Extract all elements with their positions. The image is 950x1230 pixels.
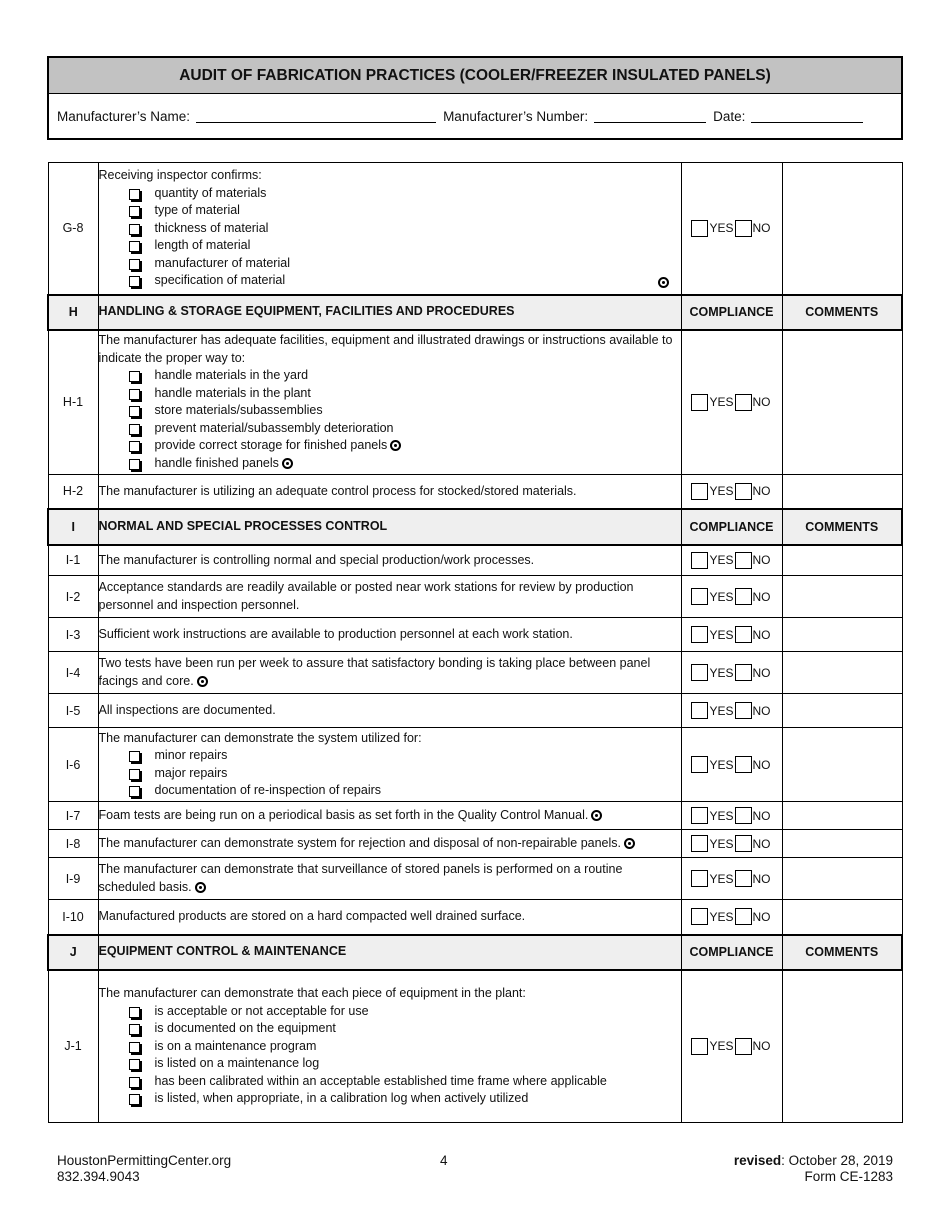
table-row <box>48 652 902 694</box>
yes-checkbox[interactable] <box>691 626 708 643</box>
checkbox[interactable] <box>129 389 140 400</box>
comments-cell[interactable] <box>782 576 902 618</box>
section-title: EQUIPMENT CONTROL & MAINTENANCE <box>98 935 681 970</box>
row-intro: Receiving inspector confirms: <box>98 168 262 182</box>
checklist-item[interactable]: thickness of material <box>99 220 681 238</box>
yes-checkbox[interactable] <box>691 483 708 500</box>
checklist-item[interactable]: prevent material/subassembly deterioration <box>99 420 681 438</box>
row-description: The manufacturer is controlling normal and special production/work processes. <box>98 545 681 576</box>
row-description: Manufactured products are stored on a hard compacted well drained surface. <box>98 900 681 935</box>
compliance-cell: YES NO <box>681 694 782 728</box>
date-field[interactable] <box>751 110 863 123</box>
checkbox[interactable] <box>129 259 140 270</box>
critical-marker-icon <box>390 440 401 451</box>
compliance-cell: YES NO <box>681 475 782 509</box>
checklist-item[interactable]: length of material <box>99 237 681 255</box>
checklist <box>99 1003 681 1108</box>
compliance-cell: YES NO <box>681 163 782 295</box>
yes-checkbox[interactable] <box>691 1038 708 1055</box>
checklist-item[interactable]: manufacturer of material <box>99 255 681 273</box>
checkbox[interactable] <box>129 751 140 762</box>
no-checkbox[interactable] <box>735 626 752 643</box>
checklist-item[interactable]: major repairs <box>99 765 681 783</box>
comments-cell[interactable] <box>782 858 902 900</box>
row-code: J-1 <box>48 970 98 1123</box>
section-header <box>48 509 902 545</box>
compliance-cell: YES NO <box>681 652 782 694</box>
checklist-item[interactable]: store materials/subassemblies <box>99 402 681 420</box>
row-description: Two tests have been run per week to assure that satisfactory bonding is taking place between panel facings and core. <box>98 652 681 694</box>
header-fields <box>49 94 901 139</box>
page-number: 4 <box>440 1153 448 1168</box>
checklist <box>99 185 681 290</box>
comments-cell[interactable] <box>782 694 902 728</box>
no-checkbox[interactable] <box>735 552 752 569</box>
row-code: I-1 <box>48 545 98 576</box>
checklist-item[interactable]: handle materials in the yard <box>99 367 681 385</box>
row-code: I-7 <box>48 802 98 830</box>
table-row <box>48 830 902 858</box>
compliance-header: COMPLIANCE <box>681 509 782 545</box>
section-title: NORMAL AND SPECIAL PROCESSES CONTROL <box>98 509 681 545</box>
table-row <box>48 618 902 652</box>
checkbox[interactable] <box>129 206 140 217</box>
comments-cell[interactable] <box>782 545 902 576</box>
checklist-item[interactable]: minor repairs <box>99 747 681 765</box>
no-checkbox[interactable] <box>735 588 752 605</box>
no-checkbox[interactable] <box>735 870 752 887</box>
no-checkbox[interactable] <box>735 220 752 237</box>
checkbox[interactable] <box>129 189 140 200</box>
compliance-cell: YES NO <box>681 545 782 576</box>
yes-checkbox[interactable] <box>691 756 708 773</box>
compliance-header: COMPLIANCE <box>681 935 782 970</box>
yes-checkbox[interactable] <box>691 908 708 925</box>
row-intro: The manufacturer can demonstrate the system utilized for: <box>98 730 422 745</box>
form-header <box>47 56 903 140</box>
yes-checkbox[interactable] <box>691 807 708 824</box>
comments-cell[interactable] <box>782 330 902 475</box>
row-intro: The manufacturer can demonstrate that each piece of equipment in the plant: <box>98 986 526 1000</box>
table-row <box>48 475 902 509</box>
row-code: I-8 <box>48 830 98 858</box>
checkbox[interactable] <box>129 1024 140 1035</box>
checklist-item[interactable]: is listed, when appropriate, in a calibration log when actively utilized <box>99 1090 681 1108</box>
yes-checkbox[interactable] <box>691 552 708 569</box>
checklist-item[interactable]: has been calibrated within an acceptable established time frame where applicable <box>99 1073 681 1091</box>
row-description: Foam tests are being run on a periodical basis as set forth in the Quality Control Manual. <box>98 802 681 830</box>
compliance-cell: YES NO <box>681 900 782 935</box>
checklist-item[interactable]: handle finished panels <box>99 455 681 473</box>
manufacturer-number-label: Manufacturer’s Number: <box>443 109 589 124</box>
section-code: H <box>48 295 98 330</box>
compliance-cell: YES NO <box>681 858 782 900</box>
yes-checkbox[interactable] <box>691 702 708 719</box>
compliance-cell: YES NO <box>681 576 782 618</box>
checklist-item[interactable]: is listed on a maintenance log <box>99 1055 681 1073</box>
form-number: Form CE-1283 <box>804 1169 893 1184</box>
yes-checkbox[interactable] <box>691 835 708 852</box>
table-row <box>48 576 902 618</box>
row-description: The manufacturer can demonstrate that surveillance of stored panels is performed on a routine scheduled basis. <box>98 858 681 900</box>
table-row <box>48 545 902 576</box>
no-checkbox[interactable] <box>735 908 752 925</box>
row-code: I-6 <box>48 728 98 802</box>
critical-marker-icon <box>195 882 206 893</box>
row-description <box>98 330 681 475</box>
checkbox[interactable] <box>129 769 140 780</box>
no-checkbox[interactable] <box>735 394 752 411</box>
date-label: Date: <box>713 109 746 124</box>
manufacturer-name-label: Manufacturer’s Name: <box>57 109 191 124</box>
manufacturer-number-field[interactable] <box>594 110 706 123</box>
table-row <box>48 858 902 900</box>
footer-contact <box>57 1153 231 1185</box>
comments-cell[interactable] <box>782 475 902 509</box>
checklist <box>99 747 681 800</box>
row-code: I-10 <box>48 900 98 935</box>
checkbox[interactable] <box>129 1042 140 1053</box>
section-title: HANDLING & STORAGE EQUIPMENT, FACILITIES AND PROCEDURES <box>98 295 681 330</box>
row-description: All inspections are documented. <box>98 694 681 728</box>
checkbox[interactable] <box>129 276 140 287</box>
table-row <box>48 694 902 728</box>
critical-marker-icon <box>591 810 602 821</box>
form-title: AUDIT OF FABRICATION PRACTICES (COOLER/FREEZER INSULATED PANELS) <box>49 58 901 94</box>
audit-table <box>47 162 903 1123</box>
row-description: The manufacturer can demonstrate system for rejection and disposal of non-repairable panels. <box>98 830 681 858</box>
row-code: H-1 <box>48 330 98 475</box>
checkbox[interactable] <box>129 1094 140 1105</box>
section-header <box>48 935 902 970</box>
critical-marker-icon <box>282 458 293 469</box>
no-checkbox[interactable] <box>735 483 752 500</box>
checkbox[interactable] <box>129 224 140 235</box>
comments-header: COMMENTS <box>782 935 902 970</box>
comments-cell[interactable] <box>782 163 902 295</box>
compliance-header: COMPLIANCE <box>681 295 782 330</box>
checklist <box>99 367 681 472</box>
row-description: Sufficient work instructions are available to production personnel at each work station. <box>98 618 681 652</box>
comments-cell[interactable] <box>782 652 902 694</box>
no-checkbox[interactable] <box>735 807 752 824</box>
comments-cell[interactable] <box>782 728 902 802</box>
yes-checkbox[interactable] <box>691 220 708 237</box>
critical-marker-icon <box>658 277 669 288</box>
no-checkbox[interactable] <box>735 756 752 773</box>
row-code: G-8 <box>48 163 98 295</box>
section-header <box>48 295 902 330</box>
row-description <box>98 163 681 295</box>
row-code: H-2 <box>48 475 98 509</box>
checkbox[interactable] <box>129 786 140 797</box>
compliance-cell: YES NO <box>681 970 782 1123</box>
compliance-cell: YES NO <box>681 728 782 802</box>
checkbox[interactable] <box>129 241 140 252</box>
comments-cell[interactable] <box>782 618 902 652</box>
checklist-item[interactable]: specification of material <box>99 272 681 290</box>
table-row <box>48 970 902 1123</box>
comments-header: COMMENTS <box>782 295 902 330</box>
critical-marker-icon <box>624 838 635 849</box>
comments-cell[interactable] <box>782 900 902 935</box>
comments-cell[interactable] <box>782 970 902 1123</box>
row-description: The manufacturer is utilizing an adequate control process for stocked/stored materials. <box>98 475 681 509</box>
table-row <box>48 900 902 935</box>
row-description: Acceptance standards are readily available or posted near work stations for review by production personnel and inspection personnel. <box>98 576 681 618</box>
checkbox[interactable] <box>129 406 140 417</box>
checkbox[interactable] <box>129 441 140 452</box>
checkbox[interactable] <box>129 371 140 382</box>
comments-cell[interactable] <box>782 802 902 830</box>
yes-checkbox[interactable] <box>691 870 708 887</box>
footer-website[interactable]: HoustonPermittingCenter.org <box>57 1153 232 1168</box>
row-code: I-9 <box>48 858 98 900</box>
row-code: I-3 <box>48 618 98 652</box>
table-row <box>48 330 902 475</box>
checklist-item[interactable]: is on a maintenance program <box>99 1038 681 1056</box>
footer-revision <box>734 1153 893 1185</box>
checkbox[interactable] <box>129 1007 140 1018</box>
checkbox[interactable] <box>129 424 140 435</box>
checklist-item[interactable]: handle materials in the plant <box>99 385 681 403</box>
footer-phone: 832.394.9043 <box>57 1169 140 1184</box>
checklist-item[interactable]: provide correct storage for finished panels <box>99 437 681 455</box>
yes-checkbox[interactable] <box>691 664 708 681</box>
section-code: I <box>48 509 98 545</box>
table-row <box>48 728 902 802</box>
checkbox[interactable] <box>129 459 140 470</box>
section-code: J <box>48 935 98 970</box>
compliance-cell: YES NO <box>681 330 782 475</box>
table-row <box>48 163 902 295</box>
no-checkbox[interactable] <box>735 1038 752 1055</box>
checkbox[interactable] <box>129 1077 140 1088</box>
checkbox[interactable] <box>129 1059 140 1070</box>
compliance-cell: YES NO <box>681 802 782 830</box>
row-description <box>98 728 681 802</box>
comments-cell[interactable] <box>782 830 902 858</box>
row-code: I-4 <box>48 652 98 694</box>
checklist-item[interactable]: is documented on the equipment <box>99 1020 681 1038</box>
compliance-cell: YES NO <box>681 618 782 652</box>
checklist-item[interactable]: type of material <box>99 202 681 220</box>
no-checkbox[interactable] <box>735 835 752 852</box>
no-checkbox[interactable] <box>735 664 752 681</box>
comments-header: COMMENTS <box>782 509 902 545</box>
yes-checkbox[interactable] <box>691 588 708 605</box>
yes-checkbox[interactable] <box>691 394 708 411</box>
revised-date: : October 28, 2019 <box>781 1153 893 1168</box>
revised-label: revised <box>733 1153 782 1168</box>
table-row <box>48 802 902 830</box>
row-description <box>98 970 681 1123</box>
checklist-item[interactable]: quantity of materials <box>99 185 681 203</box>
row-code: I-2 <box>48 576 98 618</box>
row-intro: The manufacturer has adequate facilities, equipment and illustrated drawings or instructions available to indicate the proper way to: <box>98 333 673 365</box>
checklist-item[interactable]: documentation of re-inspection of repairs <box>99 782 681 800</box>
checklist-item[interactable]: is acceptable or not acceptable for use <box>99 1003 681 1021</box>
critical-marker-icon <box>197 676 208 687</box>
manufacturer-name-field[interactable] <box>196 110 436 123</box>
row-code: I-5 <box>48 694 98 728</box>
compliance-cell: YES NO <box>681 830 782 858</box>
no-checkbox[interactable] <box>735 702 752 719</box>
